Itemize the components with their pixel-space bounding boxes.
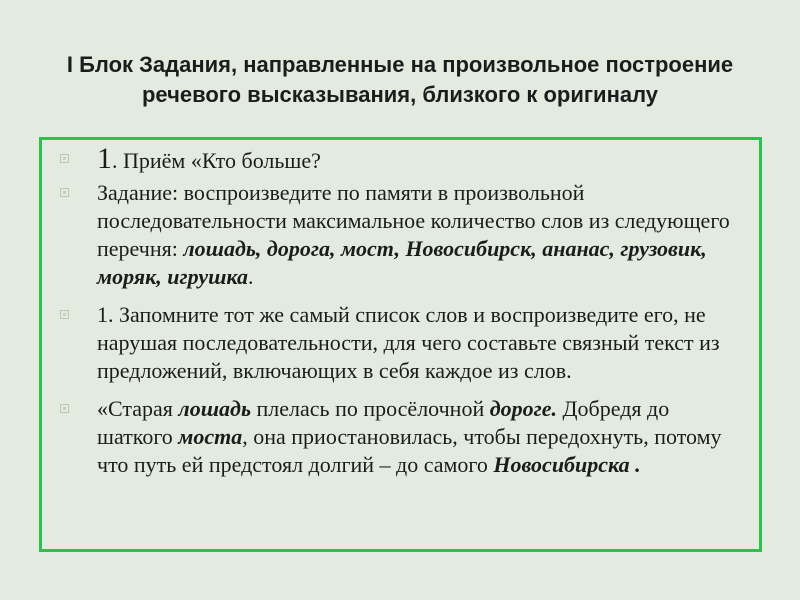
item-number: 1 (97, 142, 112, 175)
item-text: плелась по просёлочной (251, 396, 490, 421)
keyword: дороге. (489, 396, 558, 421)
item-text: . (248, 264, 254, 289)
item-text: Добредя до шаткого (97, 396, 670, 449)
square-bullet-icon (60, 310, 69, 319)
word-list: лошадь, дорога, мост, Новосибирск, ананас, грузовик, моряк, игрушка (97, 236, 707, 289)
keyword: лошадь (178, 396, 252, 421)
square-bullet-icon (60, 404, 69, 413)
list-item (60, 142, 740, 175)
keyword: Новосибирска . (493, 452, 641, 477)
square-bullet-icon (60, 188, 69, 197)
item-text: «Старая (97, 396, 179, 421)
item-text: 1. Запомните тот же самый список слов и воспроизведите его, не нарушая последовательности, для чего составьте связный текст из предложений, включающих в себя каждое из слов. (97, 302, 720, 383)
bullet-list (60, 142, 740, 489)
slide-title: I Блок Задания, направленные на произвольное построение речевого высказывания, близкого к оригиналу (66, 52, 734, 107)
list-item (60, 179, 740, 291)
item-text: Задание: воспроизведите по памяти в произвольной последовательности максимальное количество слов из следующего перечня: (97, 180, 730, 261)
item-text: . Приём «Кто больше? (112, 148, 321, 173)
keyword: моста (178, 424, 243, 449)
square-bullet-icon (60, 154, 69, 163)
item-text: , она приостановилась, чтобы передохнуть, потому что путь ей предстоял долгий – до самого (97, 424, 722, 477)
list-item (60, 301, 740, 385)
list-item (60, 395, 740, 479)
